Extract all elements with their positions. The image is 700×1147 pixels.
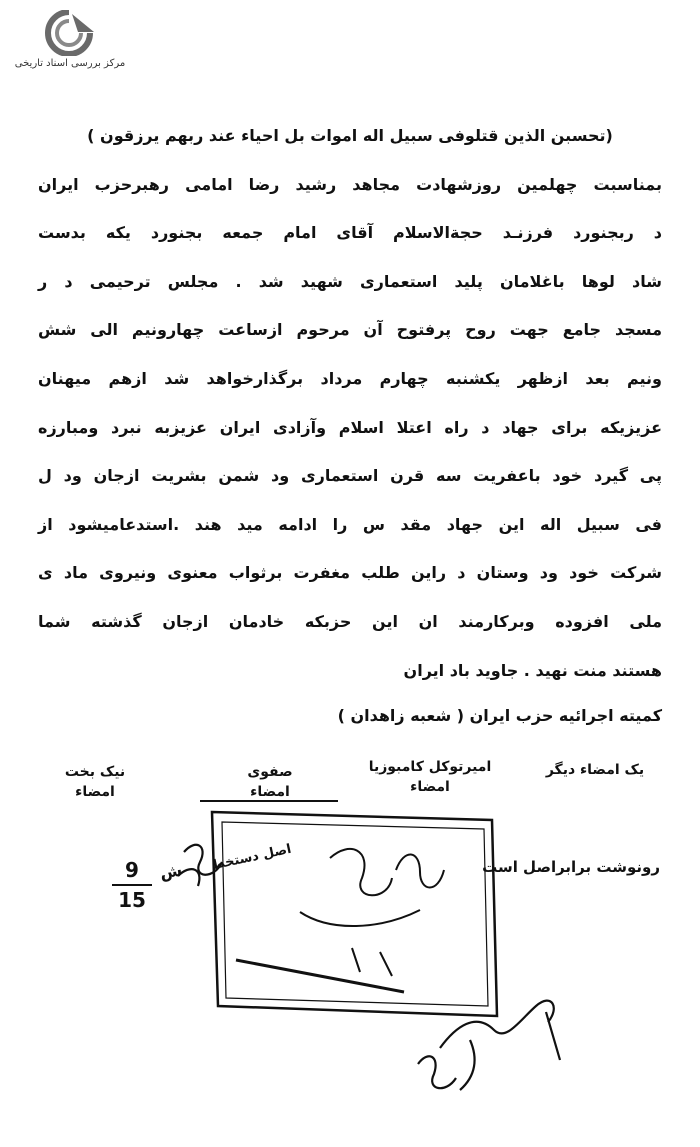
reference-number bbox=[108, 858, 156, 912]
signature-label: امضاء bbox=[410, 779, 450, 795]
archive-emblem-icon bbox=[38, 10, 100, 56]
text-line: د ربجنورد فرزنـد حجةالاسلام آقای امام جمعه بجنورد یکه بدست bbox=[38, 223, 662, 243]
text-line: شاد لوها باغلامان پلید استعماری شهید شد . مجلس ترحیمی د ر bbox=[38, 271, 662, 291]
text-line: پی گیرد خود باعفریت سه قرن استعماری ود شمن بشریت ازجان ود ل bbox=[38, 466, 662, 486]
signatory-name: صفوی bbox=[247, 764, 293, 780]
signatory-name: یک امضاء دیگر bbox=[545, 762, 645, 778]
handwritten-mark: ش bbox=[158, 860, 184, 883]
handwritten-signature bbox=[178, 845, 560, 1090]
text-line: هستند منت نهید . جاوید باد ایران bbox=[403, 660, 662, 680]
signature-label: امضاء bbox=[250, 784, 290, 800]
signature-label: امضاء bbox=[75, 784, 115, 800]
text-line: فی سبیل اله این جهاد مقد س را ادامه مید هند .استدعامیشود از bbox=[38, 514, 662, 534]
reference-numerator: 9 bbox=[125, 858, 139, 882]
signatory-name: نیک بخت bbox=[64, 764, 126, 780]
text-line: ملی افزوده وبرکارمند ان این حزبکه خادمان ازجان گذشته شما bbox=[38, 611, 662, 631]
signature-block bbox=[360, 757, 500, 797]
text-line: شرکت خود ود وستان د راین طلب مغفرت برثواب معنوی ونیروی ماد ی bbox=[38, 563, 662, 583]
text-line: بمناسبت چهلمین روزشهادت مجاهد رشید رضا امامی رهبرحزب ایران bbox=[38, 174, 662, 194]
issuing-committee: کمیته اجرائیه حزب ایران ( شعبه زاهدان ) bbox=[337, 706, 662, 725]
archive-logo bbox=[10, 10, 130, 72]
signatory-name: امیرتوکل کامبوزیا bbox=[368, 759, 492, 775]
quran-verse-line: (تحسبن الذین قتلوفی سبیل اله اموات بل احیاء عند ربهم یرزقون ) bbox=[87, 126, 613, 145]
fraction-bar bbox=[112, 884, 152, 886]
signature-block bbox=[235, 762, 305, 802]
text-line: عزیزیکه برای جهاد د راه اعتلا اسلام وآزادی ایران عزیزبه نبرد ومبارزه bbox=[38, 417, 662, 437]
copy-certification: رونوشت برابراصل است bbox=[482, 858, 660, 876]
signature-block bbox=[530, 760, 660, 780]
text-line: مسجد جامع جهت روح پرفتوح آن مرحوم ازساعت چهارونیم الی شش bbox=[38, 320, 662, 340]
archive-name: مرکز بررسی اسناد تاریخی bbox=[14, 58, 126, 69]
document-body bbox=[38, 112, 662, 695]
text-line: ونیم بعد ازظهر یکشنبه چهارم مرداد برگذارخواهد شد ازهم میهنان bbox=[38, 368, 662, 388]
signature-block bbox=[45, 762, 145, 802]
reference-denominator: 15 bbox=[118, 888, 146, 912]
stamp-inscription: اصل دستخط bbox=[210, 841, 293, 874]
signature-underline bbox=[200, 800, 338, 802]
certification-stamp bbox=[212, 812, 497, 1016]
